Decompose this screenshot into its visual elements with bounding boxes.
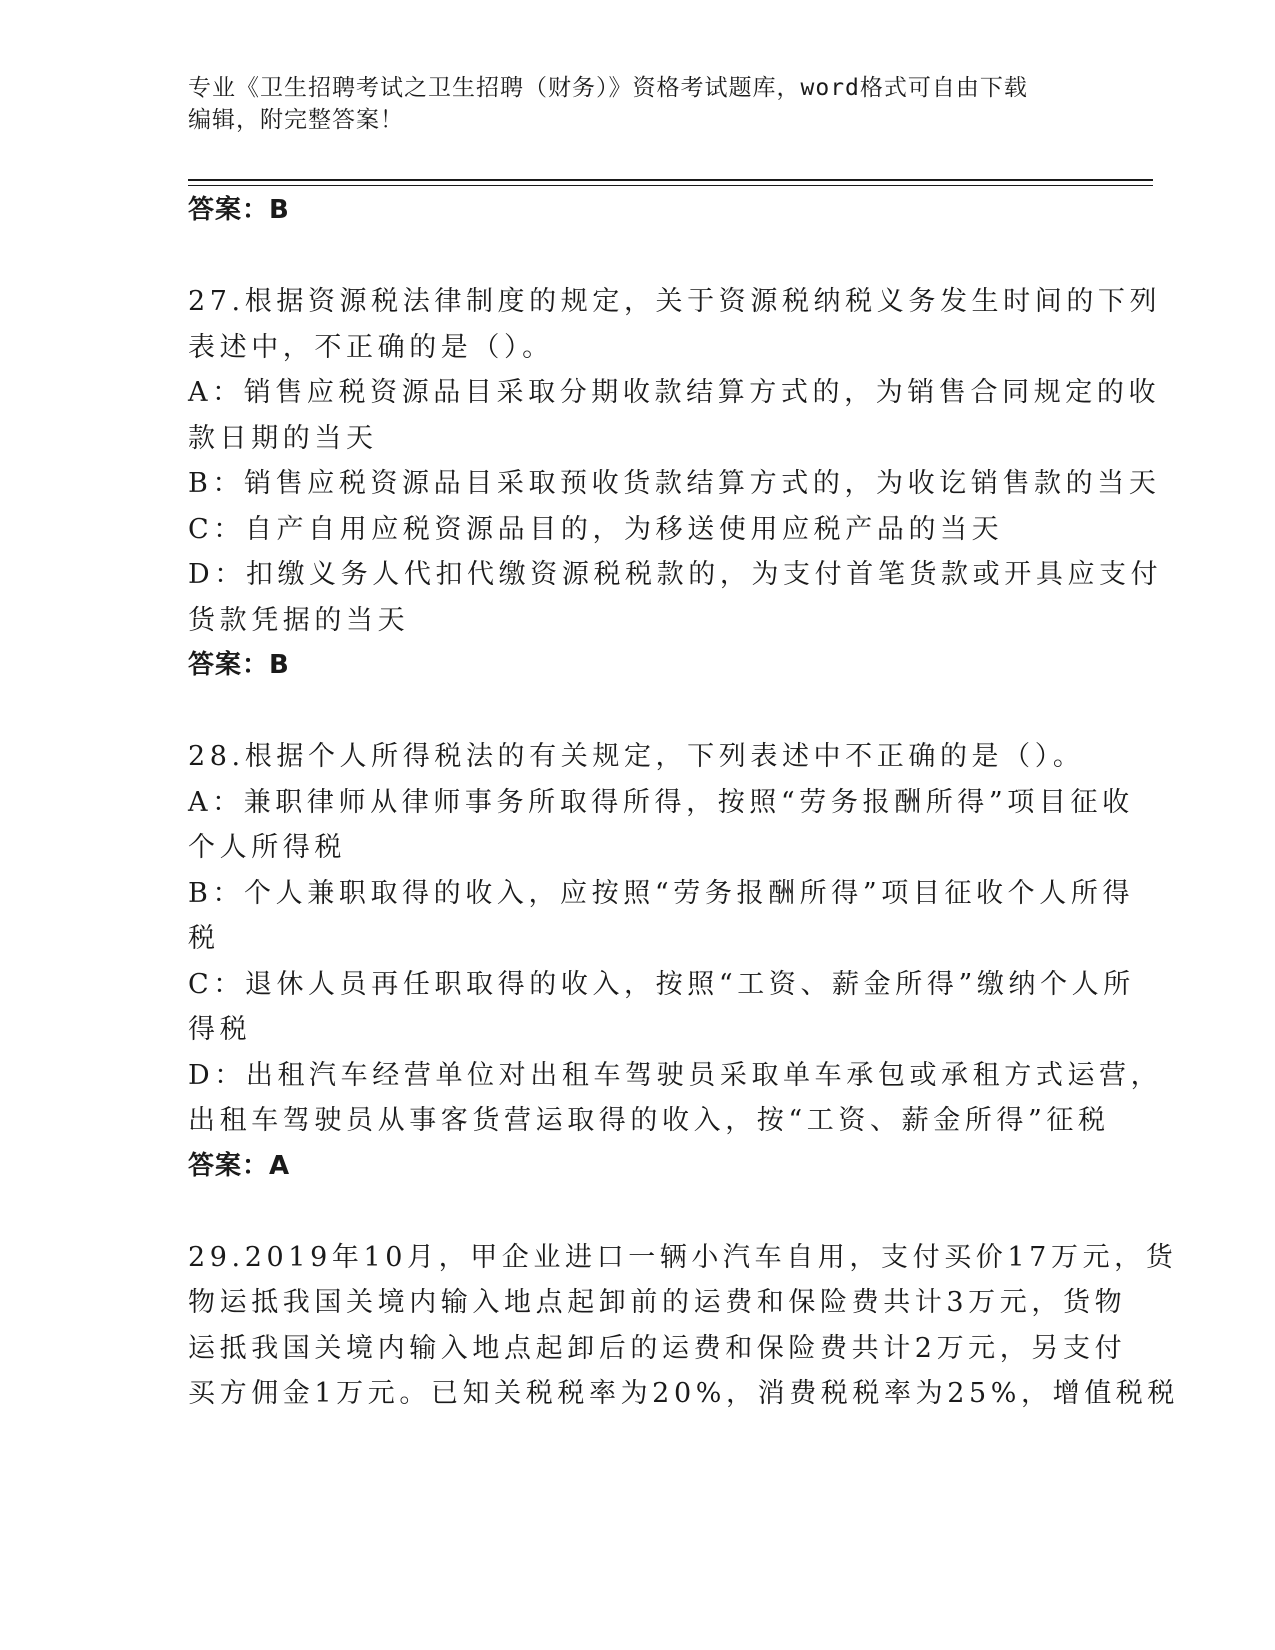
previous-answer: 答案：B (188, 195, 290, 225)
option-d-line: 出租车驾驶员从事客货营运取得的收入，按“工资、薪金所得”征税 (188, 1105, 1110, 1136)
question-stem-line: 表述中，不正确的是（）。 (188, 331, 554, 363)
option-b-line: 税 (188, 923, 220, 954)
option-d-line: D：扣缴义务人代扣代缴资源税税款的，为支付首笔货款或开具应支付 (188, 559, 1163, 590)
header-rule-thin (188, 185, 1153, 186)
option-a-line: 款日期的当天 (188, 422, 378, 454)
question-28 (188, 734, 1163, 1189)
question-stem-line: 运抵我国关境内输入地点起卸后的运费和保险费共计2万元，另支付 (188, 1332, 1127, 1364)
header-line-1: 专业《卫生招聘考试之卫生招聘（财务）》资格考试题库，word格式可自由下载 (188, 75, 1028, 101)
question-stem-line: 物运抵我国关境内输入地点起卸前的运费和保险费共计3万元，货物 (188, 1287, 1127, 1318)
header-rule-thick (188, 179, 1153, 181)
header-line-2: 编辑，附完整答案！ (188, 107, 404, 133)
document-header (188, 72, 1088, 136)
option-c-line: C：自产自用应税资源品目的，为移送使用应税产品的当天 (188, 513, 1004, 545)
question-stem-line: 29.2019年10月，甲企业进口一辆小汽车自用，支付买价17万元，货 (188, 1241, 1178, 1273)
document-body (188, 188, 1180, 1417)
question-29 (188, 1235, 1180, 1417)
question-stem-line: 买方佣金1万元。已知关税税率为20%，消费税税率为25%，增值税税 (188, 1378, 1180, 1409)
option-d-line: D：出租汽车经营单位对出租车驾驶员采取单车承包或承租方式运营， (188, 1059, 1163, 1091)
question-stem-line: 27.根据资源税法律制度的规定，关于资源税纳税义务发生时间的下列 (188, 286, 1162, 317)
option-d-line: 货款凭据的当天 (188, 604, 410, 636)
question-stem-line: 28.根据个人所得税法的有关规定，下列表述中不正确的是（）。 (188, 741, 1085, 772)
option-a-line: 个人所得税 (188, 832, 346, 863)
option-a-line: A：销售应税资源品目采取分期收款结算方式的，为销售合同规定的收 (188, 377, 1161, 408)
answer-label: 答案：A (188, 1150, 291, 1181)
option-a-line: A：兼职律师从律师事务所取得所得，按照“劳务报酬所得”项目征收 (188, 786, 1134, 818)
option-c-line: C：退休人员再任职取得的收入，按照“工资、薪金所得”缴纳个人所 (188, 968, 1135, 1000)
answer-label: 答案：B (188, 650, 290, 680)
question-27 (188, 279, 1163, 689)
spacer (188, 1189, 1088, 1235)
spacer (188, 689, 1088, 735)
option-b-line: B：销售应税资源品目采取预收货款结算方式的，为收讫销售款的当天 (188, 468, 1161, 499)
option-b-line: B：个人兼职取得的收入，应按照“劳务报酬所得”项目征收个人所得 (188, 877, 1135, 909)
option-c-line: 得税 (188, 1014, 252, 1045)
spacer (188, 234, 1088, 280)
